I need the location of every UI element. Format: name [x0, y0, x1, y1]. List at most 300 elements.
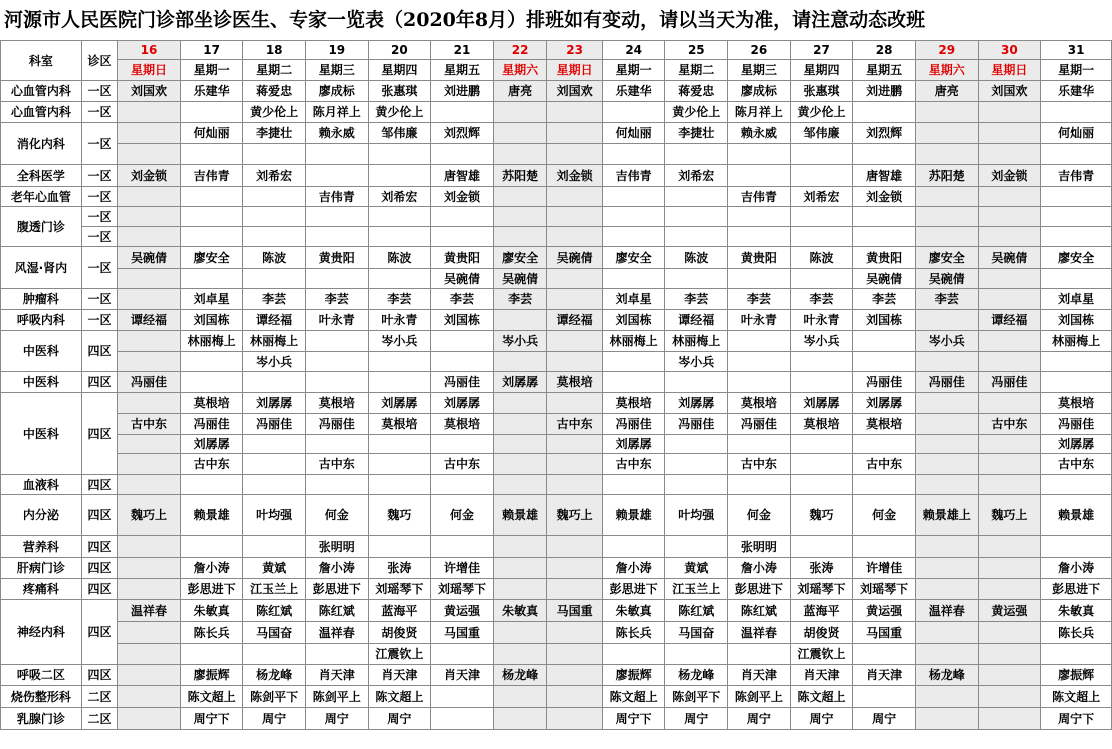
doctor-cell [602, 187, 665, 207]
doctor-cell: 陈波 [665, 247, 728, 269]
doctor-cell: 莫根培 [790, 414, 853, 435]
doctor-cell [978, 331, 1041, 352]
doctor-cell: 温祥春 [118, 600, 181, 622]
doctor-cell [1041, 372, 1112, 393]
date-cell: 18 [243, 41, 306, 60]
doctor-cell: 吴碗倩 [853, 269, 916, 289]
doctor-cell [493, 579, 547, 600]
table-row [1, 536, 1112, 558]
doctor-cell: 刘金锁 [118, 165, 181, 187]
weekday-cell: 星期三 [305, 60, 368, 81]
doctor-cell: 胡俊贤 [368, 622, 431, 644]
doctor-cell [243, 454, 306, 475]
doctor-cell: 唐智雄 [853, 165, 916, 187]
doctor-cell [790, 435, 853, 454]
doctor-cell: 胡俊贤 [790, 622, 853, 644]
weekday-cell: 星期日 [547, 60, 603, 81]
doctor-cell: 江震钦上 [368, 644, 431, 665]
doctor-cell: 廖安全 [602, 247, 665, 269]
doctor-cell: 温祥春 [915, 600, 978, 622]
doctor-cell [978, 454, 1041, 475]
doctor-cell: 古中东 [431, 454, 494, 475]
doctor-cell [665, 536, 728, 558]
date-cell: 30 [978, 41, 1041, 60]
doctor-cell [547, 331, 603, 352]
doctor-cell [493, 227, 547, 247]
area-cell: 一区 [81, 310, 117, 331]
doctor-cell [305, 165, 368, 187]
doctor-cell: 何灿丽 [602, 123, 665, 144]
dept-cell: 乳腺门诊 [1, 708, 82, 730]
doctor-cell: 杨龙峰 [915, 665, 978, 686]
area-cell: 二区 [81, 708, 117, 730]
doctor-cell [493, 454, 547, 475]
doctor-cell [368, 435, 431, 454]
doctor-cell: 何灿丽 [1041, 123, 1112, 144]
date-cell: 19 [305, 41, 368, 60]
doctor-cell [431, 352, 494, 372]
doctor-cell: 江震钦上 [790, 644, 853, 665]
doctor-cell [547, 269, 603, 289]
doctor-cell [547, 207, 603, 227]
doctor-cell: 叶永青 [728, 310, 791, 331]
doctor-cell [243, 144, 306, 165]
doctor-cell: 岑小兵 [493, 331, 547, 352]
doctor-cell [915, 475, 978, 495]
doctor-cell: 赖永威 [305, 123, 368, 144]
doctor-cell [978, 475, 1041, 495]
doctor-cell [180, 372, 243, 393]
doctor-cell [728, 227, 791, 247]
doctor-cell: 黄贵阳 [728, 247, 791, 269]
doctor-cell [915, 123, 978, 144]
doctor-cell: 李芸 [665, 289, 728, 310]
table-row [1, 289, 1112, 310]
weekday-cell: 星期五 [431, 60, 494, 81]
doctor-cell [665, 187, 728, 207]
doctor-cell [431, 102, 494, 123]
area-cell: 四区 [81, 536, 117, 558]
doctor-cell: 乐建华 [1041, 81, 1112, 102]
doctor-cell: 魏巧上 [547, 495, 603, 536]
doctor-cell [118, 269, 181, 289]
doctor-cell [547, 708, 603, 730]
doctor-cell [602, 227, 665, 247]
dept-cell: 血液科 [1, 475, 82, 495]
doctor-cell [547, 102, 603, 123]
doctor-cell [180, 207, 243, 227]
weekday-cell: 星期日 [978, 60, 1041, 81]
date-cell: 27 [790, 41, 853, 60]
doctor-cell [915, 708, 978, 730]
doctor-cell: 陈红斌 [305, 600, 368, 622]
doctor-cell [368, 536, 431, 558]
doctor-cell: 唐智雄 [431, 165, 494, 187]
doctor-cell: 莫根培 [180, 393, 243, 414]
doctor-cell: 何金 [431, 495, 494, 536]
date-cell: 26 [728, 41, 791, 60]
doctor-cell: 魏巧 [368, 495, 431, 536]
dept-cell: 烧伤整形科 [1, 686, 82, 708]
doctor-cell: 周宁下 [1041, 708, 1112, 730]
doctor-cell [1041, 269, 1112, 289]
date-cell: 28 [853, 41, 916, 60]
doctor-cell: 谭经福 [547, 310, 603, 331]
doctor-cell: 温祥春 [305, 622, 368, 644]
table-row [1, 247, 1112, 269]
doctor-cell: 詹小涛 [1041, 558, 1112, 579]
area-cell: 一区 [81, 123, 117, 165]
doctor-cell: 吴碗倩 [547, 247, 603, 269]
doctor-cell [665, 435, 728, 454]
doctor-cell [915, 558, 978, 579]
area-cell: 一区 [81, 247, 117, 289]
weekday-cell: 星期三 [728, 60, 791, 81]
doctor-cell: 黄贵阳 [853, 247, 916, 269]
doctor-cell [978, 187, 1041, 207]
weekday-cell: 星期六 [915, 60, 978, 81]
doctor-cell [665, 372, 728, 393]
area-cell: 一区 [81, 102, 117, 123]
dept-cell: 中医科 [1, 393, 82, 475]
table-row [1, 454, 1112, 475]
doctor-cell [665, 269, 728, 289]
doctor-cell: 刘孱孱 [665, 393, 728, 414]
doctor-cell [790, 475, 853, 495]
doctor-cell: 张明明 [728, 536, 791, 558]
doctor-cell [1041, 102, 1112, 123]
doctor-cell: 马国奋 [665, 622, 728, 644]
doctor-cell: 莫根培 [728, 393, 791, 414]
doctor-cell: 李芸 [305, 289, 368, 310]
doctor-cell: 刘瑶琴下 [853, 579, 916, 600]
doctor-cell: 冯丽佳 [853, 372, 916, 393]
doctor-cell: 邹伟廉 [790, 123, 853, 144]
doctor-cell [1041, 536, 1112, 558]
doctor-cell [368, 207, 431, 227]
doctor-cell: 詹小涛 [180, 558, 243, 579]
doctor-cell: 李芸 [853, 289, 916, 310]
doctor-cell [493, 102, 547, 123]
doctor-cell [547, 352, 603, 372]
doctor-cell [118, 454, 181, 475]
doctor-cell: 陈波 [368, 247, 431, 269]
doctor-cell: 刘进鹏 [853, 81, 916, 102]
doctor-cell [915, 187, 978, 207]
doctor-cell: 彭思进下 [602, 579, 665, 600]
doctor-cell [305, 352, 368, 372]
doctor-cell: 张惠琪 [368, 81, 431, 102]
doctor-cell: 刘瑶琴下 [431, 579, 494, 600]
doctor-cell [853, 352, 916, 372]
doctor-cell: 黄少伦上 [243, 102, 306, 123]
doctor-cell: 陈波 [790, 247, 853, 269]
doctor-cell [180, 352, 243, 372]
doctor-cell: 杨龙峰 [243, 665, 306, 686]
doctor-cell: 黄斌 [243, 558, 306, 579]
table-row [1, 269, 1112, 289]
doctor-cell [978, 393, 1041, 414]
doctor-cell [1041, 207, 1112, 227]
doctor-cell [493, 708, 547, 730]
dept-cell: 神经内科 [1, 600, 82, 665]
doctor-cell: 彭思进下 [305, 579, 368, 600]
doctor-cell [243, 644, 306, 665]
doctor-cell [602, 475, 665, 495]
dept-cell: 中医科 [1, 331, 82, 372]
doctor-cell [728, 165, 791, 187]
doctor-cell [180, 144, 243, 165]
doctor-cell: 许增佳 [431, 558, 494, 579]
doctor-cell [915, 414, 978, 435]
doctor-cell: 吉伟青 [180, 165, 243, 187]
doctor-cell [368, 475, 431, 495]
doctor-cell [915, 435, 978, 454]
doctor-cell [547, 454, 603, 475]
weekday-cell: 星期日 [118, 60, 181, 81]
doctor-cell [853, 102, 916, 123]
doctor-cell: 何金 [728, 495, 791, 536]
doctor-cell: 周宁 [790, 708, 853, 730]
doctor-cell: 詹小涛 [305, 558, 368, 579]
doctor-cell: 叶永青 [368, 310, 431, 331]
doctor-cell [602, 536, 665, 558]
doctor-cell: 吉伟青 [305, 187, 368, 207]
doctor-cell: 唐亮 [493, 81, 547, 102]
doctor-cell: 肖天津 [368, 665, 431, 686]
doctor-cell [978, 352, 1041, 372]
doctor-cell: 古中东 [728, 454, 791, 475]
doctor-cell: 蓝海平 [790, 600, 853, 622]
date-cell: 31 [1041, 41, 1112, 60]
doctor-cell: 刘希宏 [665, 165, 728, 187]
doctor-cell: 魏巧上 [978, 495, 1041, 536]
doctor-cell: 黄少伦上 [368, 102, 431, 123]
doctor-cell: 赖景雄 [493, 495, 547, 536]
doctor-cell: 冯丽佳 [665, 414, 728, 435]
doctor-cell [602, 102, 665, 123]
doctor-cell: 冯丽佳 [305, 414, 368, 435]
doctor-cell [853, 331, 916, 352]
doctor-cell: 莫根培 [853, 414, 916, 435]
doctor-cell: 叶均强 [243, 495, 306, 536]
doctor-cell [493, 207, 547, 227]
doctor-cell: 黄运强 [853, 600, 916, 622]
doctor-cell: 刘国栋 [431, 310, 494, 331]
doctor-cell: 陈剑平上 [305, 686, 368, 708]
doctor-cell [368, 227, 431, 247]
area-cell: 一区 [81, 165, 117, 187]
doctor-cell: 谭经福 [665, 310, 728, 331]
doctor-cell: 吴碗倩 [915, 269, 978, 289]
doctor-cell: 莫根培 [305, 393, 368, 414]
doctor-cell: 彭思进下 [1041, 579, 1112, 600]
page-title: 河源市人民医院门诊部坐诊医生、专家一览表（2020年8月）排班如有变动，请以当天为准，请注意动态改班 [4, 9, 926, 31]
table-row [1, 102, 1112, 123]
doctor-cell: 李芸 [243, 289, 306, 310]
area-cell: 四区 [81, 393, 117, 475]
doctor-cell [118, 622, 181, 644]
doctor-cell [118, 475, 181, 495]
doctor-cell [368, 352, 431, 372]
doctor-cell [547, 187, 603, 207]
doctor-cell: 肖天津 [305, 665, 368, 686]
doctor-cell: 刘国欢 [978, 81, 1041, 102]
doctor-cell [180, 536, 243, 558]
doctor-cell: 古中东 [978, 414, 1041, 435]
doctor-cell [493, 352, 547, 372]
table-row [1, 435, 1112, 454]
table-row [1, 414, 1112, 435]
doctor-cell: 古中东 [547, 414, 603, 435]
table-row [1, 123, 1112, 144]
doctor-cell [305, 435, 368, 454]
doctor-cell [493, 187, 547, 207]
doctor-cell [118, 144, 181, 165]
doctor-cell [180, 269, 243, 289]
doctor-cell [118, 207, 181, 227]
doctor-cell: 陈剑平上 [728, 686, 791, 708]
doctor-cell: 廖安全 [915, 247, 978, 269]
dept-cell: 肝病门诊 [1, 558, 82, 579]
doctor-cell: 刘卓星 [1041, 289, 1112, 310]
doctor-cell [915, 454, 978, 475]
doctor-cell: 肖天津 [790, 665, 853, 686]
area-cell: 一区 [81, 187, 117, 207]
doctor-cell [915, 686, 978, 708]
table-row [1, 579, 1112, 600]
doctor-cell: 古中东 [118, 414, 181, 435]
doctor-cell: 莫根培 [368, 414, 431, 435]
dept-cell: 全科医学 [1, 165, 82, 187]
doctor-cell: 陈文超上 [790, 686, 853, 708]
doctor-cell: 刘国栋 [602, 310, 665, 331]
doctor-cell: 赖景雄 [1041, 495, 1112, 536]
doctor-cell [665, 454, 728, 475]
table-row [1, 352, 1112, 372]
doctor-cell: 冯丽佳 [118, 372, 181, 393]
doctor-cell [431, 435, 494, 454]
table-row [1, 558, 1112, 579]
area-cell: 二区 [81, 686, 117, 708]
doctor-cell [665, 644, 728, 665]
doctor-cell [118, 123, 181, 144]
doctor-cell [118, 536, 181, 558]
doctor-cell [243, 435, 306, 454]
doctor-cell [547, 475, 603, 495]
doctor-cell: 叶均强 [665, 495, 728, 536]
doctor-cell [243, 475, 306, 495]
doctor-cell [978, 579, 1041, 600]
doctor-cell [602, 644, 665, 665]
doctor-cell [978, 227, 1041, 247]
doctor-cell: 周宁 [853, 708, 916, 730]
doctor-cell [305, 207, 368, 227]
area-cell: 一区 [81, 289, 117, 310]
doctor-cell: 林丽梅上 [180, 331, 243, 352]
dept-cell: 疼痛科 [1, 579, 82, 600]
doctor-cell: 江玉兰上 [243, 579, 306, 600]
doctor-cell: 古中东 [602, 454, 665, 475]
doctor-cell: 莫根培 [547, 372, 603, 393]
doctor-cell: 乐建华 [602, 81, 665, 102]
doctor-cell: 古中东 [853, 454, 916, 475]
doctor-cell: 周宁下 [602, 708, 665, 730]
schedule-table [0, 40, 1112, 730]
doctor-cell: 黄贵阳 [431, 247, 494, 269]
doctor-cell [1041, 187, 1112, 207]
doctor-cell [305, 475, 368, 495]
doctor-cell: 莫根培 [431, 414, 494, 435]
doctor-cell: 刘金锁 [431, 187, 494, 207]
doctor-cell: 廖安全 [1041, 247, 1112, 269]
doctor-cell [547, 393, 603, 414]
doctor-cell [493, 644, 547, 665]
doctor-cell: 冯丽佳 [243, 414, 306, 435]
doctor-cell: 莫根培 [602, 393, 665, 414]
dept-cell: 消化内科 [1, 123, 82, 165]
doctor-cell [493, 536, 547, 558]
doctor-cell: 陈文超上 [368, 686, 431, 708]
doctor-cell [978, 536, 1041, 558]
doctor-cell [790, 352, 853, 372]
doctor-cell: 刘希宏 [790, 187, 853, 207]
doctor-cell [602, 207, 665, 227]
date-cell: 24 [602, 41, 665, 60]
doctor-cell: 朱敏真 [602, 600, 665, 622]
doctor-cell: 马国重 [431, 622, 494, 644]
doctor-cell [431, 144, 494, 165]
header-weekday-row [1, 60, 1112, 81]
doctor-cell: 刘孱孱 [790, 393, 853, 414]
table-row [1, 495, 1112, 536]
doctor-cell [728, 352, 791, 372]
doctor-cell: 肖天津 [431, 665, 494, 686]
doctor-cell: 温祥春 [728, 622, 791, 644]
doctor-cell [547, 579, 603, 600]
table-row [1, 622, 1112, 644]
table-row [1, 227, 1112, 247]
doctor-cell: 彭思进下 [180, 579, 243, 600]
doctor-cell: 周宁 [368, 708, 431, 730]
area-cell: 四区 [81, 331, 117, 372]
doctor-cell: 陈长兵 [602, 622, 665, 644]
area-cell: 四区 [81, 579, 117, 600]
doctor-cell: 陈剑平下 [243, 686, 306, 708]
doctor-cell [547, 686, 603, 708]
doctor-cell: 岑小兵 [915, 331, 978, 352]
table-row [1, 165, 1112, 187]
doctor-cell: 李芸 [728, 289, 791, 310]
header-dept: 科室 [1, 41, 82, 81]
doctor-cell [431, 536, 494, 558]
doctor-cell [665, 144, 728, 165]
table-row [1, 644, 1112, 665]
doctor-cell: 李芸 [431, 289, 494, 310]
doctor-cell: 邹伟廉 [368, 123, 431, 144]
doctor-cell: 吴碗倩 [118, 247, 181, 269]
doctor-cell: 周宁 [728, 708, 791, 730]
table-row [1, 207, 1112, 227]
doctor-cell [790, 454, 853, 475]
doctor-cell [118, 644, 181, 665]
doctor-cell: 蒋爱忠 [665, 81, 728, 102]
doctor-cell [790, 227, 853, 247]
doctor-cell [368, 372, 431, 393]
doctor-cell: 唐亮 [915, 81, 978, 102]
doctor-cell: 古中东 [305, 454, 368, 475]
doctor-cell: 刘进鹏 [431, 81, 494, 102]
